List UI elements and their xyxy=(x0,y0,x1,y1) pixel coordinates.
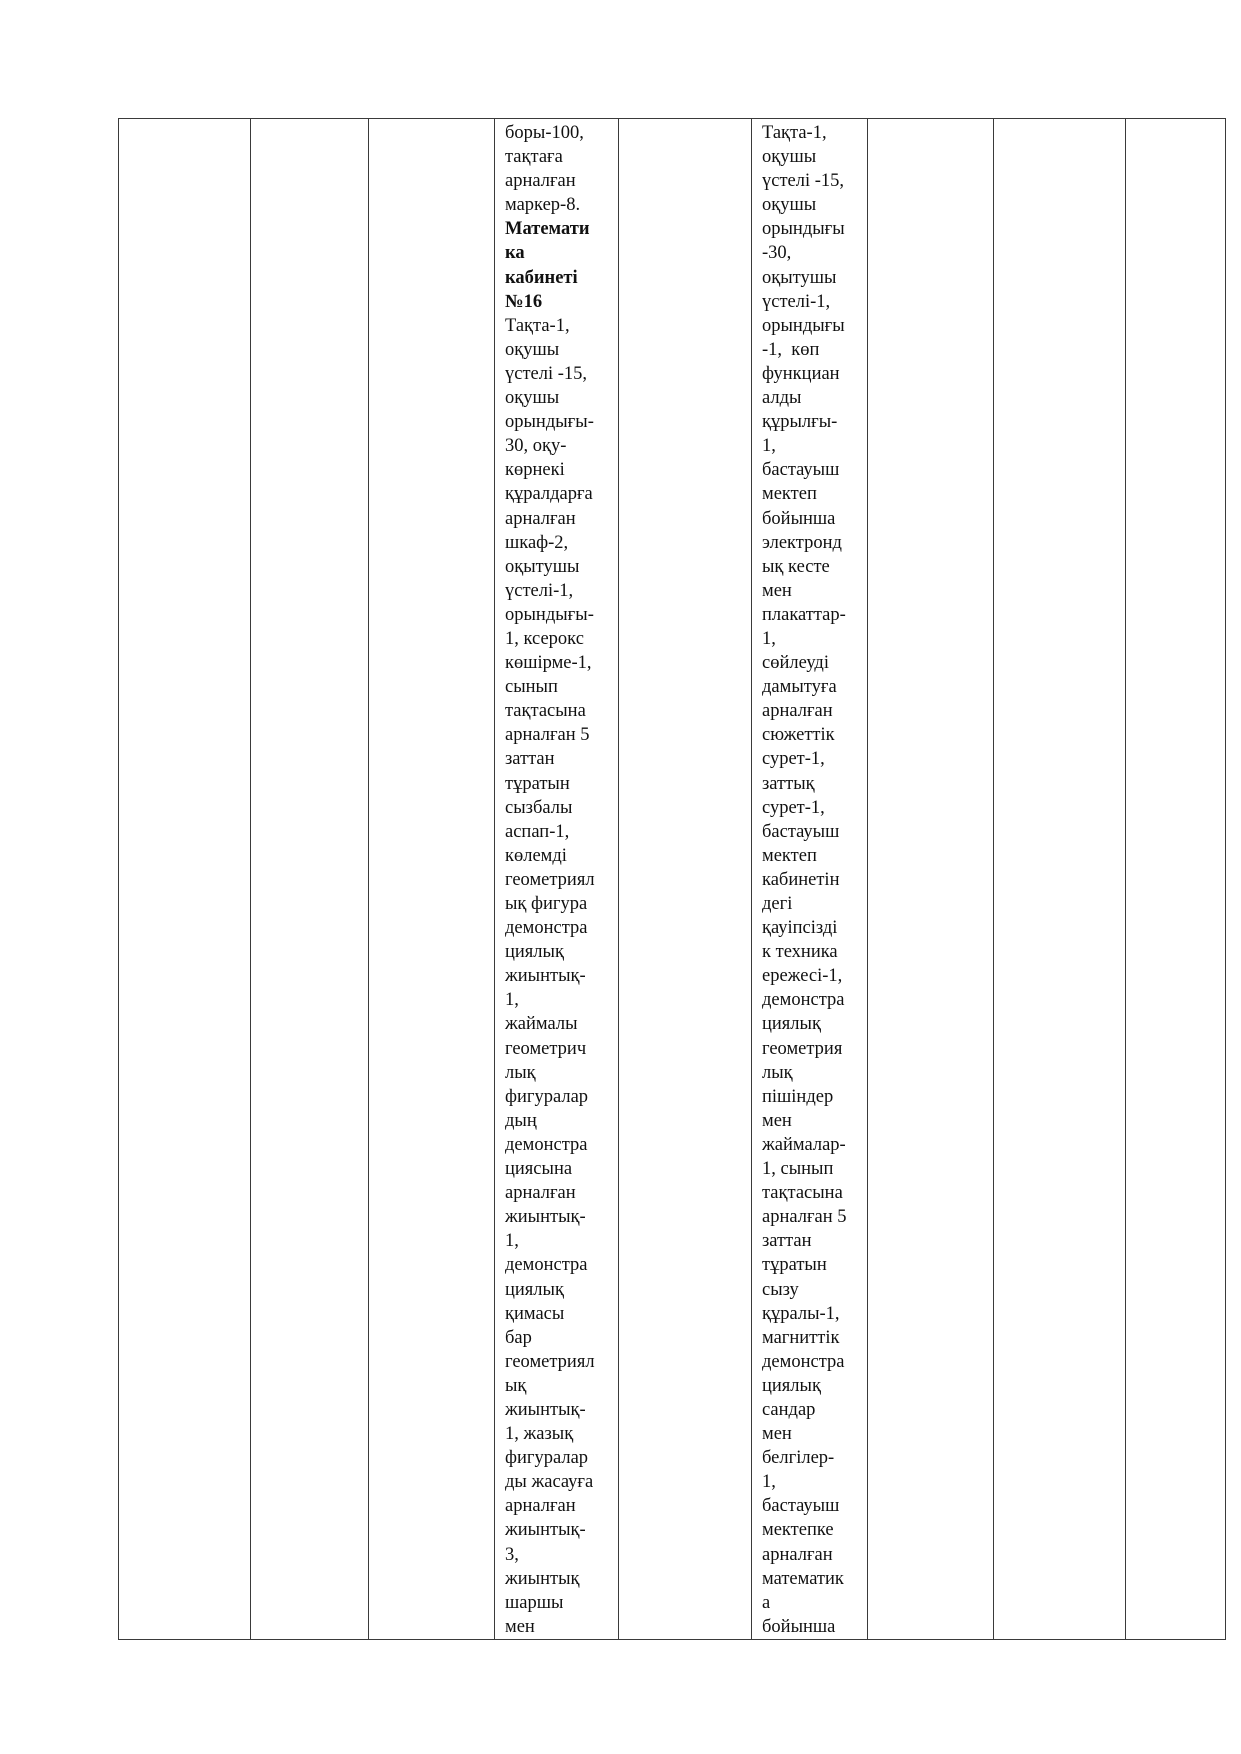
cell-line: мен xyxy=(762,1110,792,1131)
cell-line: 1, xyxy=(762,436,776,457)
cell-line: тақтаға xyxy=(505,147,563,168)
cell-line: мектеп xyxy=(762,845,817,866)
cell-line: циясына xyxy=(505,1159,573,1180)
cell-line: арналған xyxy=(505,1496,576,1517)
cell-line: арналған xyxy=(505,1183,576,1204)
cell-line: арналған xyxy=(505,508,576,529)
cell-line: 1, xyxy=(505,990,519,1011)
cell-line: плакаттар- xyxy=(762,604,846,625)
cell-line: мен xyxy=(762,580,792,601)
cell-line: көлемді xyxy=(505,845,567,866)
cell-line: құралдарға xyxy=(505,484,593,505)
cell-line: шаршы xyxy=(505,1592,564,1613)
cell-line: арналған 5 xyxy=(505,725,590,746)
cell-line: жиынтық- xyxy=(505,1520,586,1541)
cell-line: ық кесте xyxy=(762,556,830,577)
cell-line: ық xyxy=(505,1375,527,1396)
cell-line: а xyxy=(762,1592,771,1613)
cell-line: кабинетін xyxy=(762,869,840,890)
cell-line: тақтасына xyxy=(762,1183,843,1204)
cell-line: көшірме-1, xyxy=(505,653,592,674)
cell-line: 1, ксерокс xyxy=(505,628,584,649)
cell-line: демонстра xyxy=(762,990,845,1011)
cell-line: ды жасауға xyxy=(505,1472,594,1493)
cell-line: кабинеті xyxy=(505,267,578,288)
cell-line: бойынша xyxy=(762,1616,836,1637)
cell-line: 3, xyxy=(505,1544,519,1565)
cell-line: сурет-1, xyxy=(762,797,825,818)
cell-line: сөйлеуді xyxy=(762,653,829,674)
cell-line: көрнекі xyxy=(505,460,565,481)
cell-line: тұратын xyxy=(505,773,570,794)
cell-line: геометрич xyxy=(505,1038,587,1059)
cell-line: 1, xyxy=(505,1231,519,1252)
cell-line: арналған xyxy=(762,1544,833,1565)
cell-line: ка xyxy=(505,243,525,264)
table-cell-col4 xyxy=(495,119,619,1640)
cell-line: бастауыш xyxy=(762,460,840,481)
cell-line: жиынтық- xyxy=(505,966,586,987)
cell-line: тақтасына xyxy=(505,701,586,722)
table-cell-col3 xyxy=(369,119,495,1640)
cell-line: Математи xyxy=(505,219,590,240)
cell-line: демонстра xyxy=(505,918,588,939)
cell-line: циялық xyxy=(762,1375,821,1396)
cell-line: оқушы xyxy=(505,339,560,360)
cell-line: циялық xyxy=(505,1279,564,1300)
cell-text-col4 xyxy=(505,121,608,1639)
cell-line: 1, сынып xyxy=(762,1159,834,1180)
cell-line: үстелі-1, xyxy=(762,291,831,312)
cell-line: жиынтық- xyxy=(505,1207,586,1228)
cell-line: функциан xyxy=(762,363,840,384)
cell-line: сынып xyxy=(505,677,558,698)
cell-line: дегі xyxy=(762,894,793,914)
cell-line: 1, xyxy=(762,628,776,649)
table-row xyxy=(119,119,1226,1640)
cell-line: алды xyxy=(762,388,802,409)
table-cell-col1 xyxy=(119,119,251,1640)
cell-line: қауіпсізді xyxy=(762,918,838,939)
table-cell-col7 xyxy=(868,119,994,1640)
cell-line: бар xyxy=(505,1327,532,1348)
cell-line: үстелі -15, xyxy=(505,363,588,384)
table-cell-col2 xyxy=(251,119,369,1640)
cell-line: фигуралар xyxy=(505,1086,589,1107)
cell-line: фигуралар xyxy=(505,1448,589,1469)
cell-line: геометрия xyxy=(762,1038,843,1059)
cell-line: үстелі-1, xyxy=(505,580,574,601)
cell-line: белгілер- xyxy=(762,1448,835,1469)
cell-line: магниттік xyxy=(762,1327,840,1348)
equipment-table xyxy=(118,118,1226,1640)
cell-line: сызбалы xyxy=(505,797,573,818)
cell-line: жаймалы xyxy=(505,1014,578,1035)
cell-line: геометриял xyxy=(505,869,595,890)
cell-line: ережесі-1, xyxy=(762,966,843,987)
cell-line: дамытуға xyxy=(762,677,837,698)
table-cell-col5 xyxy=(619,119,752,1640)
cell-line: демонстра xyxy=(505,1134,588,1155)
cell-text-col6 xyxy=(762,121,857,1639)
cell-line: заттық xyxy=(762,773,815,794)
cell-line: геометриял xyxy=(505,1351,595,1372)
cell-line: мен xyxy=(505,1616,535,1637)
cell-line: 1, xyxy=(762,1472,776,1493)
cell-line: демонстра xyxy=(505,1255,588,1276)
cell-line: мектеп xyxy=(762,484,817,505)
cell-line: бастауыш xyxy=(762,821,840,842)
table-cell-col9 xyxy=(1126,119,1226,1640)
cell-line: математик xyxy=(762,1568,844,1589)
cell-line: боры-100, xyxy=(505,123,584,143)
cell-line: оқушы xyxy=(762,195,817,216)
cell-line: бойынша xyxy=(762,508,836,529)
cell-line: №16 xyxy=(505,291,543,312)
cell-line: сандар xyxy=(762,1399,816,1420)
cell-line: оқытушы xyxy=(505,556,580,577)
cell-line: 30, оқу- xyxy=(505,436,567,457)
table-cell-col8 xyxy=(994,119,1126,1640)
cell-line: циялық xyxy=(505,942,564,963)
cell-line: пішіндер xyxy=(762,1086,834,1107)
cell-line: орындығы xyxy=(762,315,845,336)
cell-line: сюжеттік xyxy=(762,725,835,746)
cell-line: 1, жазық xyxy=(505,1424,574,1445)
cell-line: оқытушы xyxy=(762,267,837,288)
cell-line: сызу xyxy=(762,1279,799,1300)
cell-line: арналған xyxy=(505,171,576,192)
cell-line: орындығы- xyxy=(505,604,594,625)
cell-line: мен xyxy=(762,1424,792,1445)
cell-line: тұратын xyxy=(762,1255,827,1276)
cell-line: жиынтық- xyxy=(505,1399,586,1420)
cell-line: лық xyxy=(505,1062,536,1083)
cell-line: үстелі -15, xyxy=(762,171,845,192)
cell-line: арналған 5 xyxy=(762,1207,847,1228)
cell-line: оқушы xyxy=(762,147,817,168)
cell-line: электронд xyxy=(762,532,842,553)
cell-line: құрылғы- xyxy=(762,412,838,433)
table-cell-col6 xyxy=(752,119,868,1640)
cell-line: -1, көп xyxy=(762,339,820,360)
cell-line: сурет-1, xyxy=(762,749,825,770)
cell-line: шкаф-2, xyxy=(505,532,569,553)
cell-line: арналған xyxy=(762,701,833,722)
cell-line: заттан xyxy=(505,749,555,770)
cell-line: аспап-1, xyxy=(505,821,570,842)
cell-line: -30, xyxy=(762,243,792,264)
cell-line: циялық xyxy=(762,1014,821,1035)
cell-line: орындығы- xyxy=(505,412,594,433)
cell-line: мектепке xyxy=(762,1520,834,1541)
cell-line: қимасы xyxy=(505,1303,565,1324)
cell-line: маркер-8. xyxy=(505,195,581,216)
cell-line: Тақта-1, xyxy=(762,123,827,143)
cell-line: орындығы xyxy=(762,219,845,240)
cell-line: дың xyxy=(505,1110,537,1131)
cell-line: бастауыш xyxy=(762,1496,840,1517)
cell-line: к техника xyxy=(762,942,838,963)
cell-line: демонстра xyxy=(762,1351,845,1372)
cell-line: оқушы xyxy=(505,388,560,409)
cell-line: құралы-1, xyxy=(762,1303,840,1324)
cell-line: лық xyxy=(762,1062,793,1083)
cell-line: жаймалар- xyxy=(762,1134,846,1155)
cell-line: Тақта-1, xyxy=(505,315,570,336)
cell-line: ық фигура xyxy=(505,894,588,914)
cell-line: жиынтық xyxy=(505,1568,580,1589)
cell-line: заттан xyxy=(762,1231,812,1252)
